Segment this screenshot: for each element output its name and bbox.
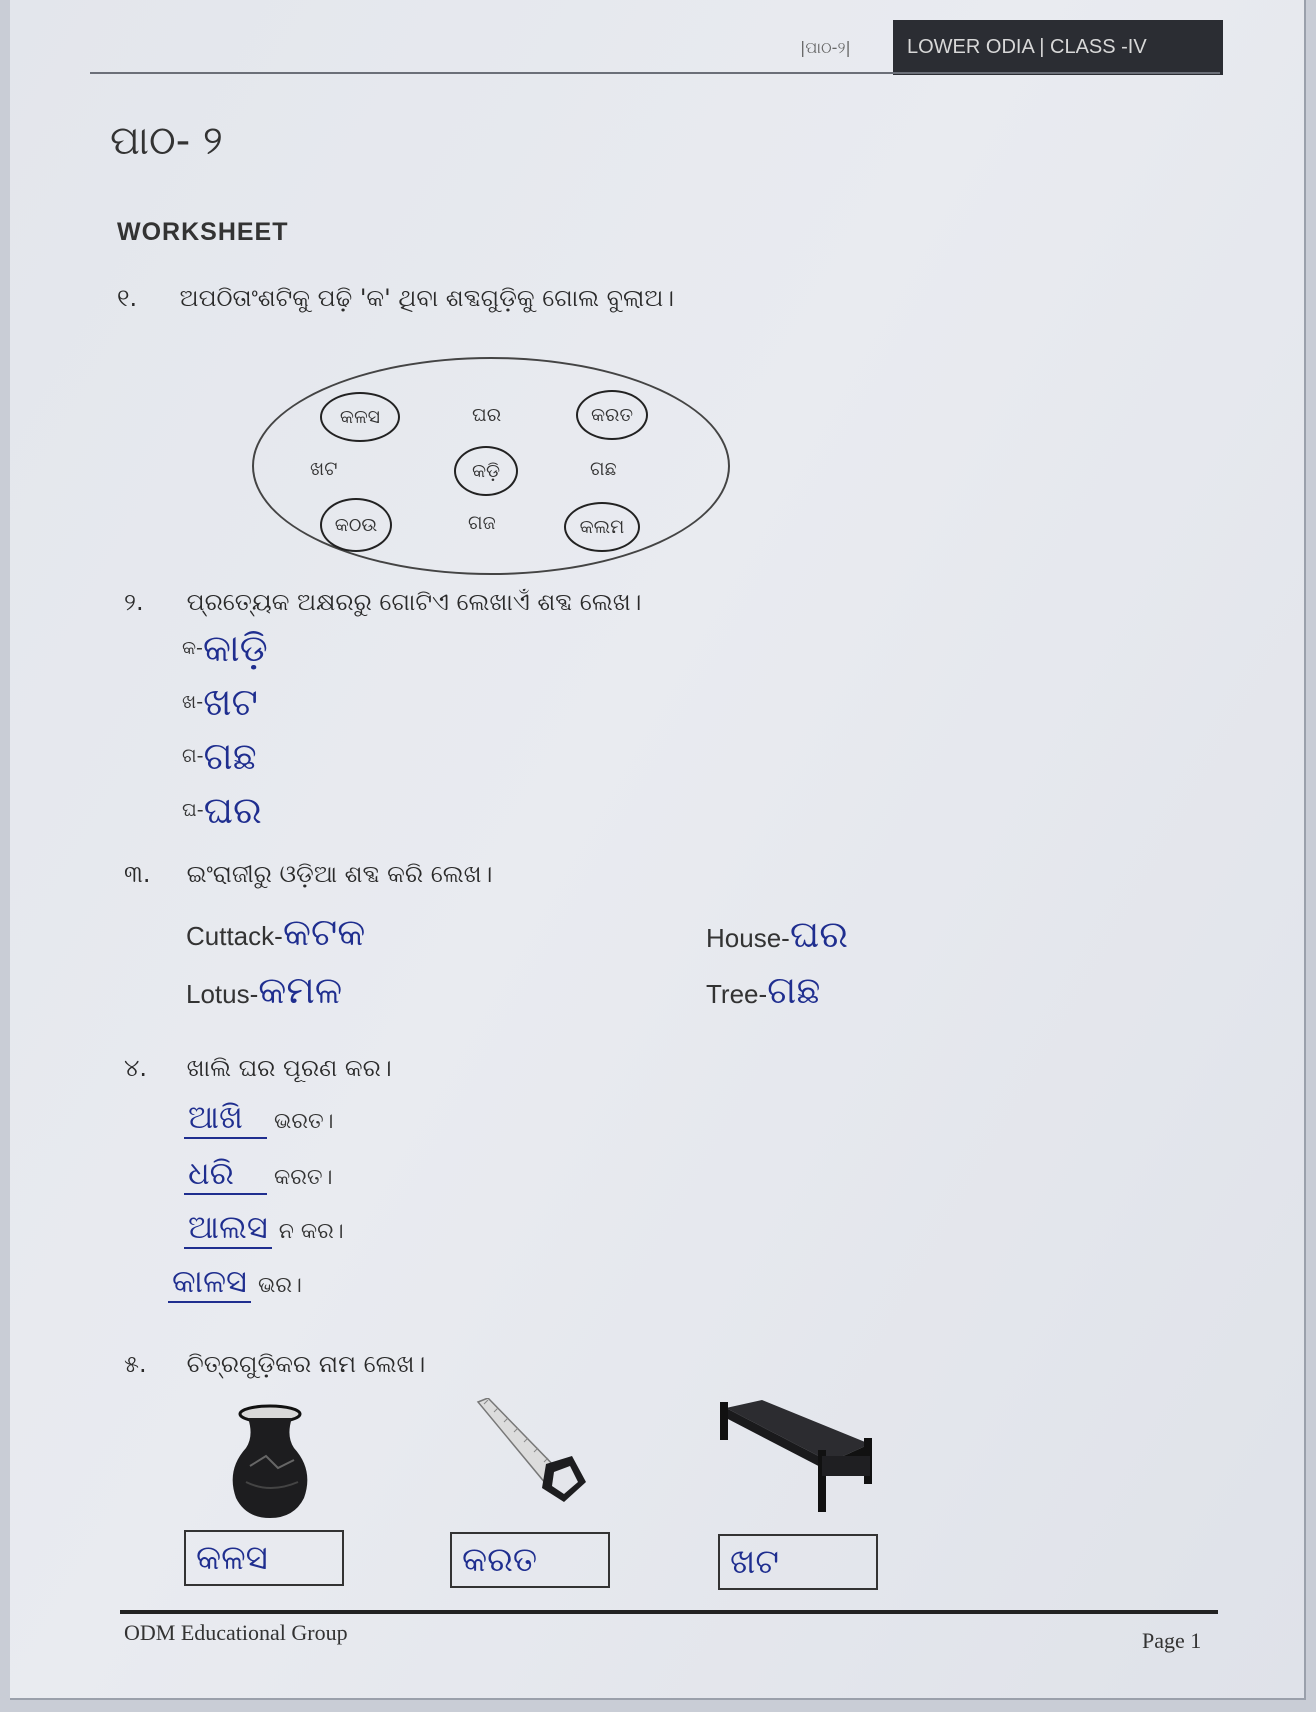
handwritten-answer: ଖଟ [203, 680, 258, 724]
worksheet-label: WORKSHEET [117, 218, 289, 246]
handwritten-answer: କରତ [462, 1540, 538, 1580]
circled-word: କଠଉ [320, 498, 392, 552]
english-word: Cuttack- [186, 921, 283, 951]
filled-blank: ଆଖି [184, 1098, 267, 1139]
circled-word: କରତ [576, 390, 648, 440]
question-number: ୫. [124, 1350, 147, 1378]
letter-answer-row [182, 788, 262, 833]
translation-item [186, 968, 342, 1013]
question-4 [124, 1054, 392, 1082]
footer-page-number: Page 1 [1142, 1628, 1202, 1653]
filled-blank: ଆଲସ [184, 1208, 272, 1249]
handwritten-answer: ଗଛ [767, 968, 821, 1012]
handwritten-answer: ଗଛ [203, 734, 257, 778]
blank-suffix: ନ କର। [278, 1219, 344, 1244]
letter-answer-row [182, 680, 258, 725]
footer-divider [120, 1610, 1218, 1614]
english-word: House- [706, 923, 790, 953]
letter-label: ଖ- [182, 691, 204, 713]
question-number: ୨. [124, 588, 144, 616]
fill-blank-row [184, 1154, 333, 1195]
blank-suffix: ଭରତ। [274, 1109, 334, 1134]
fill-blank-row [168, 1262, 302, 1303]
question-2 [124, 588, 641, 616]
circled-word: କଡ଼ି [454, 446, 518, 496]
question-text: ଖାଲି ଘର ପୂରଣ କର। [186, 1054, 392, 1082]
letter-label: କ- [182, 637, 203, 659]
english-word: Lotus- [186, 979, 259, 1009]
question-3 [124, 860, 492, 888]
header-tag: |ପାଠ-୨| [800, 38, 851, 57]
handwritten-answer: ଘର [203, 788, 262, 832]
plain-word: ଗଜ [468, 512, 496, 534]
question-number: ୪. [124, 1054, 148, 1082]
question-text: ଚିତ୍ରଗୁଡ଼ିକର ନାମ ଲେଖ। [186, 1350, 426, 1378]
lesson-title: ପାଠ- ୨ [110, 118, 223, 164]
worksheet-page [10, 0, 1306, 1700]
picture-name-box [718, 1534, 878, 1590]
question-text: ପ୍ରତ୍ୟେକ ଅକ୍ଷରରୁ ଗୋଟିଏ ଲେଖାଏଁ ଶବ୍ଦ ଲେଖ। [186, 588, 642, 616]
plain-word: ଖଟ [310, 458, 338, 480]
picture-name-box [184, 1530, 344, 1586]
blank-suffix: ଭର। [258, 1273, 302, 1298]
pot-icon [220, 1404, 320, 1520]
question-text: ଅପଠିତାଂଶଟିକୁ ପଢ଼ି 'କ' ଥିବା ଶବ୍ଦଗୁଡ଼ିକୁ ଗୋଲ ବୁଲାଅ। [179, 284, 675, 312]
footer-organization: ODM Educational Group [124, 1620, 348, 1645]
blank-suffix: କରତ। [274, 1165, 333, 1190]
plain-word: ଗଛ [590, 458, 617, 480]
translation-item [706, 968, 820, 1013]
handwritten-answer: କମଳ [258, 968, 343, 1012]
question-5 [124, 1350, 425, 1378]
handwritten-answer: ଘର [789, 912, 849, 956]
handwritten-answer: ଖଟ [730, 1542, 779, 1582]
plain-word: ଘର [472, 404, 502, 426]
question-number: ୧. [117, 284, 138, 312]
handwritten-answer: କାଡ଼ି [202, 626, 268, 670]
fill-blank-row [184, 1098, 334, 1139]
circled-word: କଳସ [320, 392, 400, 442]
circled-word: କଲମ [564, 502, 640, 552]
picture-name-box [450, 1532, 610, 1588]
letter-answer-row [182, 734, 257, 779]
fill-blank-row [184, 1208, 344, 1249]
translation-item [706, 912, 848, 957]
filled-blank: କାଳସ [168, 1262, 251, 1303]
letter-label: ଘ- [182, 799, 204, 821]
header-class-box: LOWER ODIA | CLASS -IV [893, 20, 1223, 75]
question-number: ୩. [124, 860, 151, 888]
bed-icon [718, 1400, 878, 1512]
translation-item [186, 910, 365, 955]
question-1 [117, 284, 674, 312]
question-text: ଇଂରାଜୀରୁ ଓଡ଼ିଆ ଶବ୍ଦ କରି ଲେଖ। [186, 860, 493, 888]
letter-answer-row [182, 626, 268, 671]
handwritten-answer: କଳସ [196, 1538, 268, 1578]
english-word: Tree- [706, 979, 768, 1009]
saw-icon [474, 1398, 594, 1506]
filled-blank: ଧରି [184, 1154, 267, 1195]
header-divider [90, 72, 1220, 74]
letter-label: ଗ- [182, 745, 204, 767]
handwritten-answer: କଟକ [282, 910, 366, 954]
